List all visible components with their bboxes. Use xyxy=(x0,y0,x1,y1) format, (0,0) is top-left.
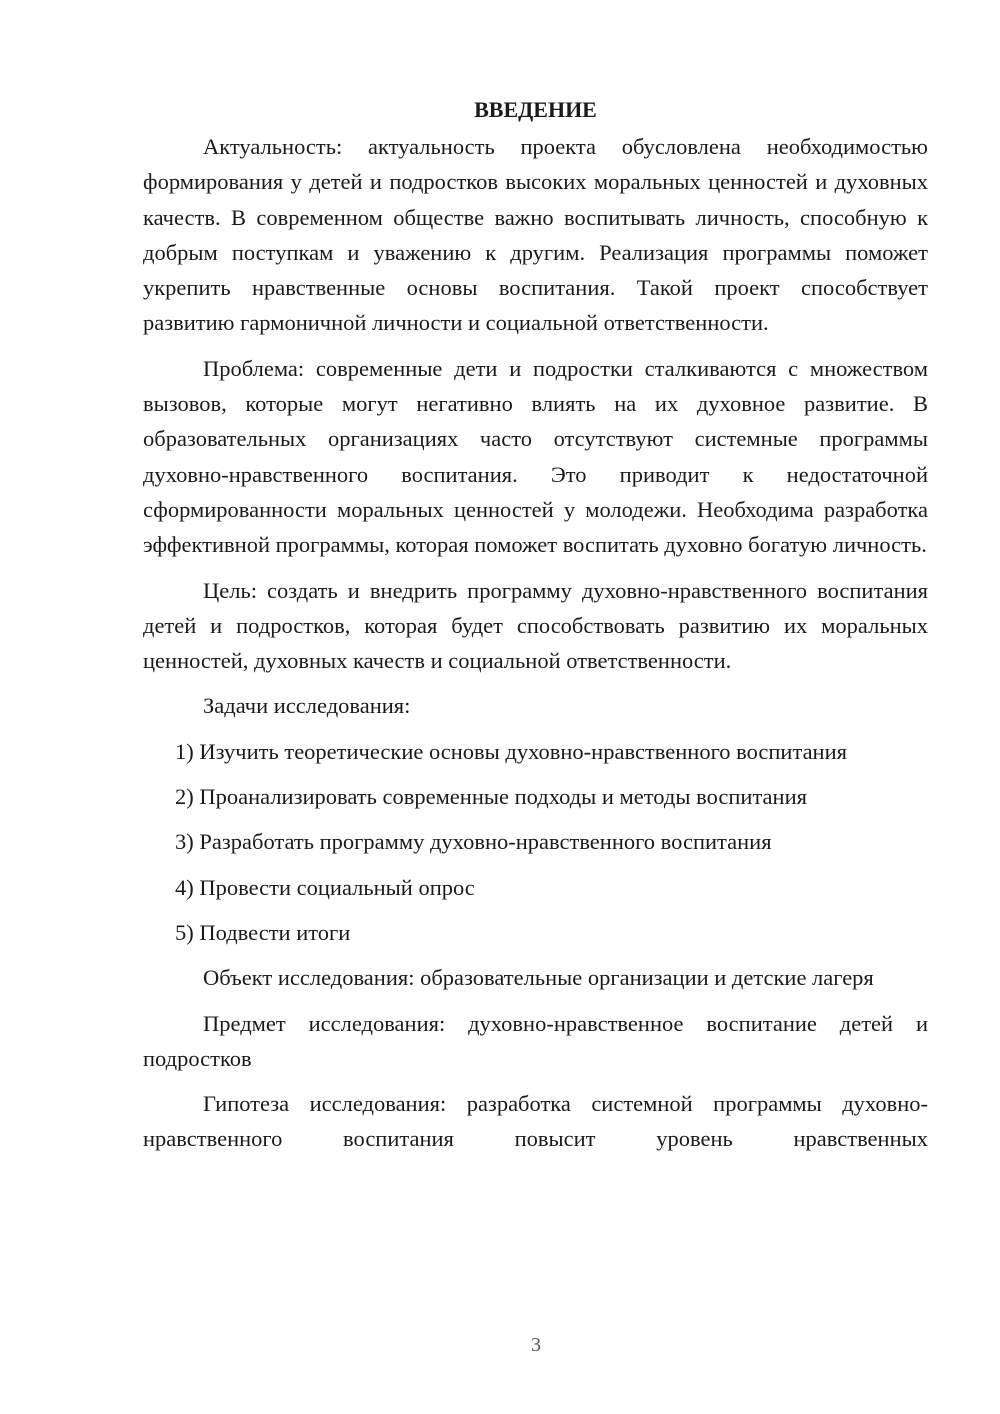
task-item: 2) Проанализировать современные подходы и методы воспитания xyxy=(175,784,807,810)
problem-paragraph: Проблема: современные дети и подростки сталкиваются с множеством вызовов, которые могут негативно влиять на их духовное развитие. В образовательных организациях часто отсутствуют системные программы духовно-нравственного воспитания. Это приводит к недостаточной сформированности моральных ценностей у молодежи. Необходима разработка эффективной программы, которая поможет воспитать духовно богатую личность. xyxy=(143,355,928,558)
task-item: 5) Подвести итоги xyxy=(175,919,351,945)
document-page xyxy=(143,92,928,1167)
task-item: 4) Провести социальный опрос xyxy=(175,874,475,900)
goal-paragraph: Цель: создать и внедрить программу духовно-нравственного воспитания детей и подростков, которая будет способствовать развитию их моральных ценностей, духовных качеств и социальной ответственности. xyxy=(143,577,928,674)
task-item: 3) Разработать программу духовно-нравственного воспитания xyxy=(175,829,772,855)
relevance-paragraph: Актуальность: актуальность проекта обусловлена необходимостью формирования у детей и подростков высоких моральных ценностей и духовных качеств. В современном обществе важно воспитывать личность, способную к добрым поступкам и уважению к другим. Реализация программы поможет укрепить нравственные основы воспитания. Такой проект способствует развитию гармоничной личности и социальной ответственности. xyxy=(143,134,928,336)
subject-paragraph: Предмет исследования: духовно-нравственное воспитание детей и подростков xyxy=(143,1010,928,1071)
page-title: ВВЕДЕНИЕ xyxy=(474,97,597,122)
page-number: 3 xyxy=(531,1334,541,1356)
hypothesis-paragraph: Гипотеза исследования: разработка системной программы духовно-нравственного воспитания повысит уровень нравственных xyxy=(143,1091,928,1152)
tasks-heading: Задачи исследования: xyxy=(203,693,411,719)
object-paragraph: Объект исследования: образовательные организации и детские лагеря xyxy=(203,965,874,991)
task-item: 1) Изучить теоретические основы духовно-нравственного воспитания xyxy=(175,738,847,764)
